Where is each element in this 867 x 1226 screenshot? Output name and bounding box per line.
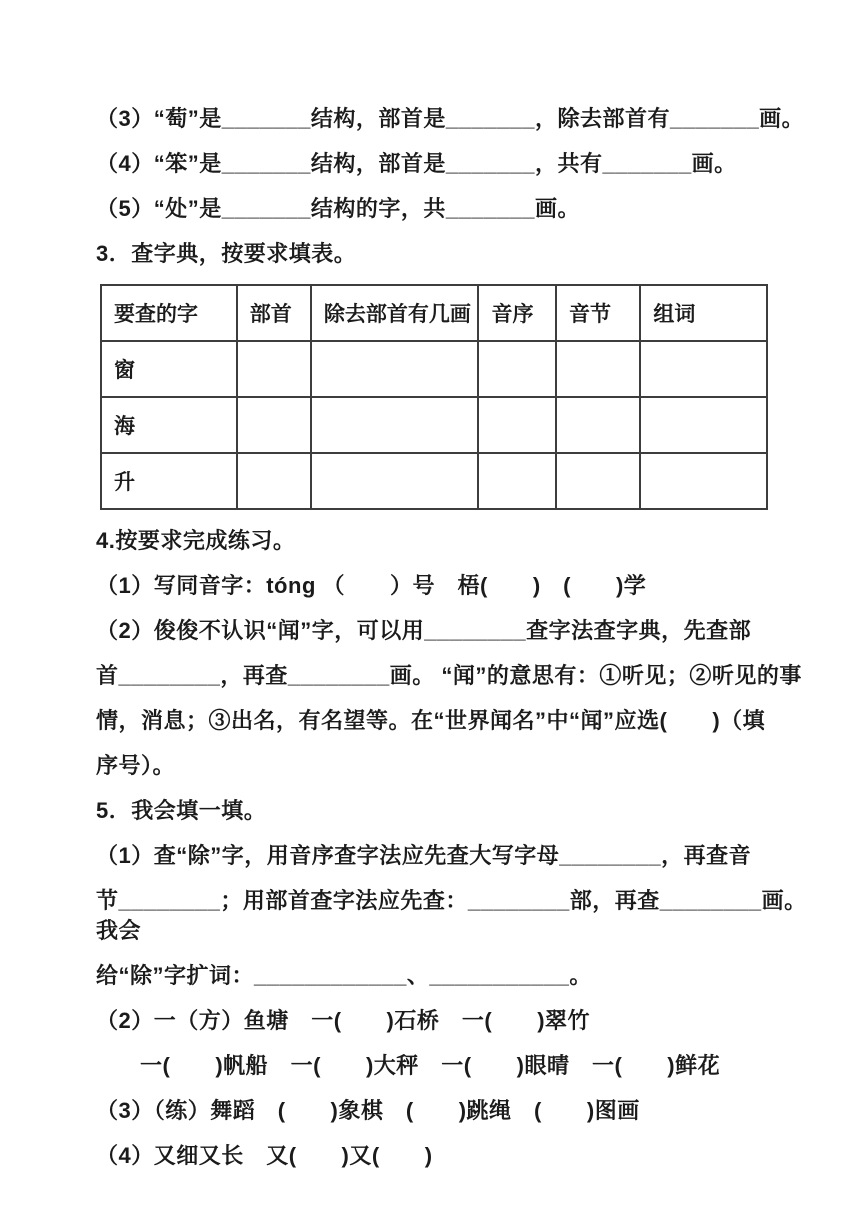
q5-line-7: （4）又细又长 又( )又( ): [96, 1143, 433, 1168]
header-strokes-minus-radical: 除去部首有几画: [311, 285, 479, 341]
empty-cell: [640, 397, 767, 453]
table-row: [101, 397, 767, 453]
q5-line-1: （1）查“除”字，用音序查字法应先查大写字母________，再查音: [96, 843, 752, 868]
empty-cell: [311, 397, 479, 453]
dictionary-lookup-table: [100, 284, 768, 510]
empty-cell: [478, 453, 556, 509]
table-header-row: [101, 285, 767, 341]
lookup-char: 海: [101, 397, 237, 453]
header-syllable: 音节: [556, 285, 640, 341]
header-word-formation: 组词: [640, 285, 767, 341]
lookup-char: 升: [101, 453, 237, 509]
empty-cell: [478, 397, 556, 453]
q4-title: 4.按要求完成练习。: [96, 528, 296, 553]
empty-cell: [640, 453, 767, 509]
q3-title: 3．查字典，按要求填表。: [96, 241, 357, 266]
header-radical: 部首: [237, 285, 311, 341]
empty-cell: [311, 453, 479, 509]
q2-item-3: （3）“萄”是_______结构，部首是_______，除去部首有_______画。: [96, 106, 805, 131]
empty-cell: [640, 341, 767, 397]
table-row: [101, 341, 767, 397]
header-phonetic-order: 音序: [478, 285, 556, 341]
q5-line-6: （3）（练）舞蹈 ( )象棋 ( )跳绳 ( )图画: [96, 1098, 640, 1123]
empty-cell: [556, 453, 640, 509]
table-row: [101, 453, 767, 509]
q4-line-3: 首________，再查________画。 “闻”的意思有：①听见；②听见的事: [96, 663, 802, 688]
q5-line-2: 节________；用部首查字法应先查：________部，再查________画。我会: [96, 888, 807, 943]
q5-line-5: 一( )帆船 一( )大秤 一( )眼晴 一( )鲜花: [140, 1053, 721, 1078]
q4-line-4: 情，消息；③出名，有名望等。在“世界闻名”中“闻”应选( )（填: [96, 708, 766, 733]
q4-line-1: （1）写同音字：tóng （ ）号 梧( ) ( )学: [96, 573, 647, 598]
q5-line-3: 给“除”字扩词：____________、___________。: [96, 963, 592, 988]
empty-cell: [556, 397, 640, 453]
empty-cell: [556, 341, 640, 397]
empty-cell: [237, 453, 311, 509]
q2-item-4: （4）“笨”是_______结构，部首是_______，共有_______画。: [96, 151, 737, 176]
lookup-char: 窗: [101, 341, 237, 397]
empty-cell: [237, 397, 311, 453]
q4-line-2: （2）俊俊不认识“闻”字，可以用________查字法查字典，先查部: [96, 618, 752, 643]
empty-cell: [237, 341, 311, 397]
header-char-to-lookup: 要查的字: [101, 285, 237, 341]
empty-cell: [478, 341, 556, 397]
q5-line-4: （2）一（方）鱼塘 一( )石桥 一( )翠竹: [96, 1008, 591, 1033]
q2-item-5: （5）“处”是_______结构的字，共_______画。: [96, 196, 581, 221]
q4-line-5: 序号）。: [96, 753, 176, 778]
q5-title: 5．我会填一填。: [96, 798, 267, 823]
empty-cell: [311, 341, 479, 397]
